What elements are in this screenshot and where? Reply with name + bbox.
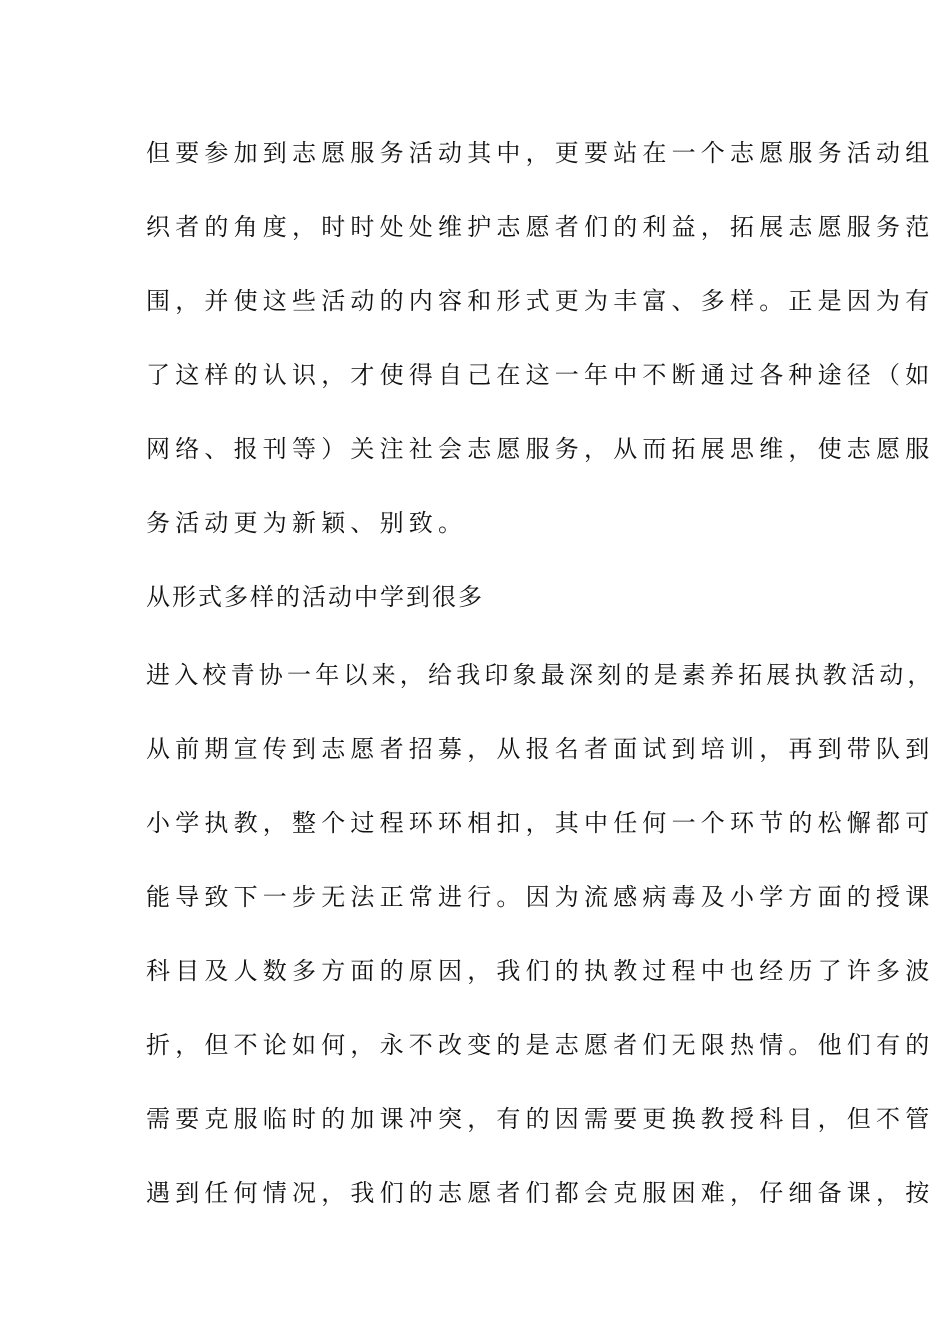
paragraph-line: 小学执教，整个过程环环相扣，其中任何一个环节的松懈都可 [146,809,935,837]
paragraph-line: 围，并使这些活动的内容和形式更为丰富、多样。正是因为有 [146,287,935,315]
paragraph-line: 遇到任何情况，我们的志愿者们都会克服困难，仔细备课，按 [146,1179,935,1207]
paragraph-line: 了这样的认识，才使得自己在这一年中不断通过各种途径（如 [146,361,935,389]
paragraph-line: 进入校青协一年以来，给我印象最深刻的是素养拓展执教活动， [146,661,936,689]
paragraph-line: 折，但不论如何，永不改变的是志愿者们无限热情。他们有的 [146,1031,935,1059]
paragraph-line: 网络、报刊等）关注社会志愿服务，从而拓展思维，使志愿服 [146,435,935,463]
paragraph-line: 科目及人数多方面的原因，我们的执教过程中也经历了许多波 [146,957,935,985]
paragraph-line: 但要参加到志愿服务活动其中，更要站在一个志愿服务活动组 [146,139,935,167]
paragraph-line: 能导致下一步无法正常进行。因为流感病毒及小学方面的授课 [146,883,935,911]
paragraph-line: 需要克服临时的加课冲突，有的因需要更换教授科目，但不管 [146,1105,935,1133]
paragraph-line: 从前期宣传到志愿者招募，从报名者面试到培训，再到带队到 [146,735,935,763]
paragraph-line: 务活动更为新颖、别致。 [146,509,468,537]
paragraph-line: 织者的角度，时时处处维护志愿者们的利益，拓展志愿服务范 [146,213,935,241]
section-heading: 从形式多样的活动中学到很多 [146,583,484,611]
